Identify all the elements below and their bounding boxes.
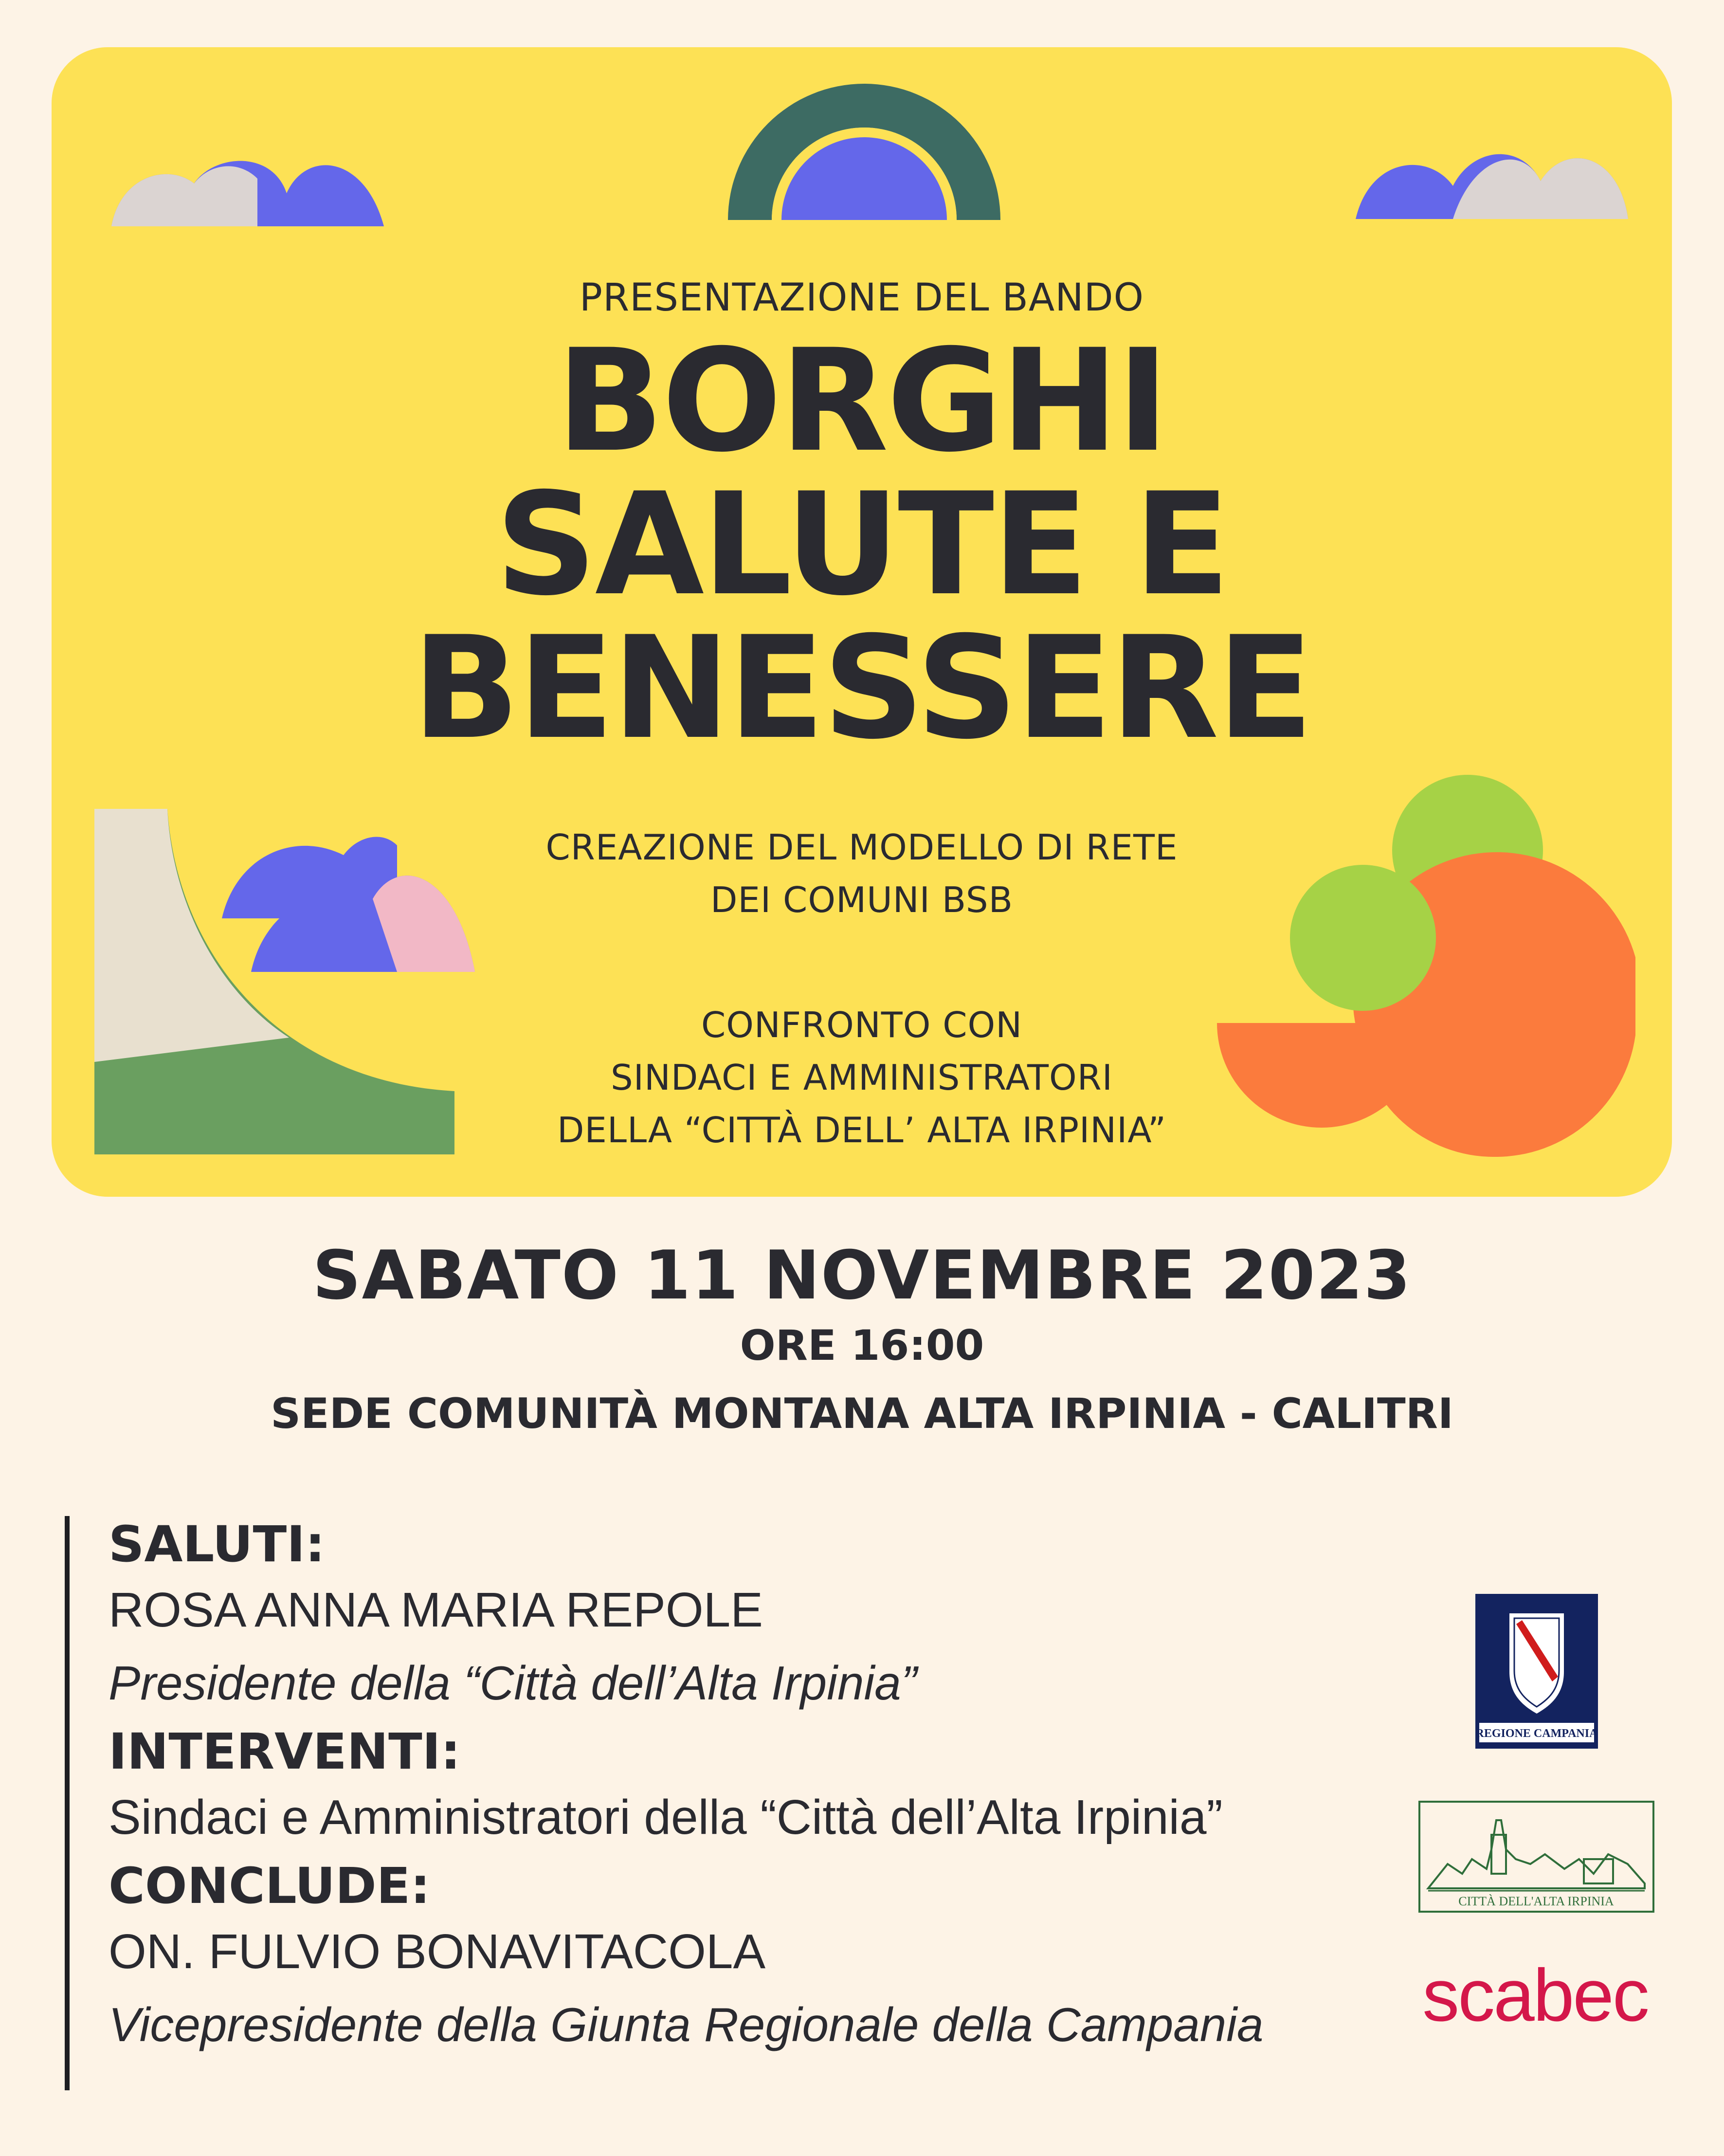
hills-decoration-right (1356, 137, 1628, 220)
saluti-role: Presidente della “Città dell’Alta Irpinia” (109, 1656, 917, 1710)
event-description (52, 999, 1672, 1156)
title-line: BORGHI (556, 319, 1167, 483)
saluti-name: ROSA ANNA MARIA REPOLE (109, 1583, 763, 1637)
regione-campania-logo (1475, 1594, 1598, 1749)
description-line: DELLA “CITTÀ DELL’ ALTA IRPINIA” (557, 1110, 1167, 1151)
subtitle-line: CREAZIONE DEL MODELLO DI RETE (545, 827, 1178, 868)
conclude-name: ON. FULVIO BONAVITACOLA (109, 1924, 766, 1979)
citta-alta-irpinia-logo (1418, 1801, 1654, 1913)
interventi-heading: INTERVENTI: (109, 1723, 461, 1781)
event-kicker: PRESENTAZIONE DEL BANDO (579, 276, 1144, 320)
citta-alta-irpinia-label: CITTÀ DELL'ALTA IRPINIA (1458, 1894, 1614, 1908)
event-subtitle (52, 821, 1672, 926)
arch-decoration (728, 84, 1000, 220)
saluti-heading: SALUTI: (109, 1516, 325, 1573)
conclude-heading: CONCLUDE: (109, 1857, 431, 1915)
event-title (52, 319, 1672, 770)
title-line: SALUTE E (495, 463, 1229, 627)
event-venue: SEDE COMUNITÀ MONTANA ALTA IRPINIA - CALITRI (271, 1389, 1453, 1438)
event-time: ORE 16:00 (740, 1321, 984, 1370)
scabec-logo: scabec (1422, 1954, 1648, 2037)
interventi-name: Sindaci e Amministratori della “Città dell’Alta Irpinia” (109, 1790, 1223, 1845)
hills-decoration-left (111, 145, 384, 227)
description-line: CONFRONTO CON (701, 1005, 1023, 1045)
program-list (65, 1516, 1379, 2090)
event-date: SABATO 11 NOVEMBRE 2023 (312, 1236, 1412, 1315)
subtitle-line: DEI COMUNI BSB (710, 879, 1014, 920)
regione-campania-label: REGIONE CAMPANIA (1475, 1727, 1598, 1740)
description-line: SINDACI E AMMINISTRATORI (611, 1057, 1113, 1098)
title-line: BENESSERE (412, 606, 1312, 770)
conclude-role: Vicepresidente della Giunta Regionale della Campania (109, 1998, 1264, 2051)
header-card (52, 47, 1672, 1197)
